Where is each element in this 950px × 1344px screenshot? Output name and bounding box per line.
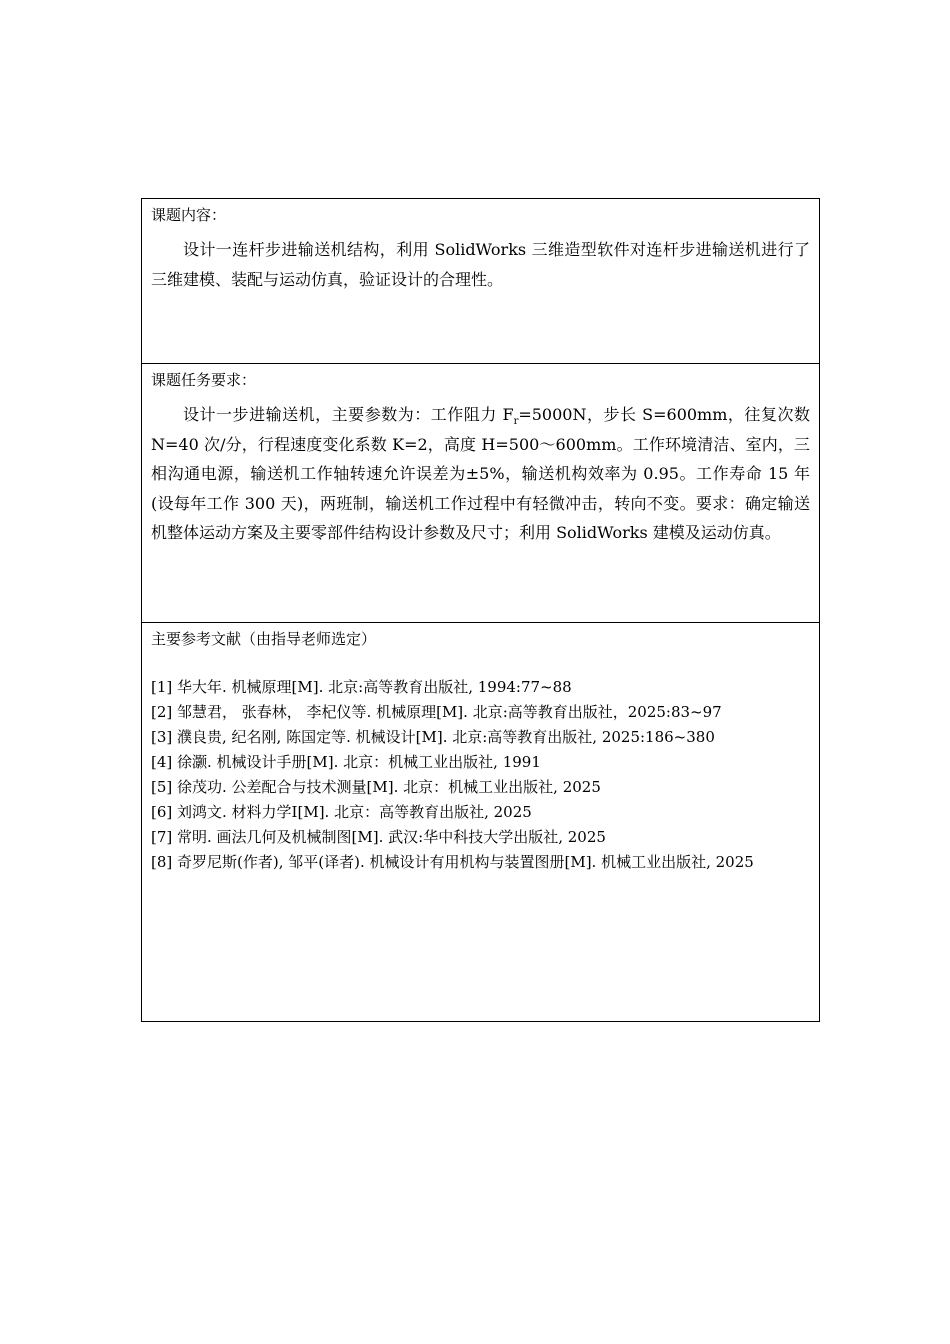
reference-item: [6] 刘鸿文. 材料力学Ⅰ[M]. 北京：高等教育出版社, 2025 xyxy=(151,803,532,821)
reference-item: [3] 濮良贵, 纪名刚, 陈国定等. 机械设计[M]. 北京:高等教育出版社, 2025:186~380 xyxy=(151,728,715,746)
requirements-heading: 课题任务要求： xyxy=(151,371,257,389)
reference-item: [2] 邹慧君， 张春林， 李杞仪等. 机械原理[M]. 北京:高等教育出版社，2025:83~97 xyxy=(151,703,722,721)
reference-item: [4] 徐灏. 机械设计手册[M]. 北京：机械工业出版社, 1991 xyxy=(151,753,541,771)
reference-item: [7] 常明. 画法几何及机械制图[M]. 武汉:华中科技大学出版社, 2025 xyxy=(151,828,606,846)
requirements-section xyxy=(142,364,819,623)
reference-item: [5] 徐茂功. 公差配合与技术测量[M]. 北京：机械工业出版社, 2025 xyxy=(151,778,601,796)
reference-item: [8] 奇罗尼斯(作者), 邹平(译者). 机械设计有用机构与装置图册[M]. 机械工业出版社, 2025 xyxy=(151,853,754,871)
content-section xyxy=(142,199,819,364)
requirements-body-start: 设计一步进输送机，主要参数为：工作阻力 F xyxy=(183,405,514,424)
reference-item: [1] 华大年. 机械原理[M]. 北京:高等教育出版社, 1994:77~88 xyxy=(151,678,572,696)
requirements-body xyxy=(151,400,810,548)
content-body: 设计一连杆步进输送机结构，利用 SolidWorks 三维造型软件对连杆步进输送机进行了三维建模、装配与运动仿真，验证设计的合理性。 xyxy=(151,240,810,289)
resistance-subscript: r xyxy=(513,416,519,428)
references-section xyxy=(142,623,819,1021)
task-table xyxy=(141,198,820,1022)
content-heading: 课题内容： xyxy=(151,206,227,224)
reference-list xyxy=(151,675,810,875)
references-heading: 主要参考文献（由指导老师选定） xyxy=(151,630,377,648)
requirements-body-rest: =5000N，步长 S=600mm，往复次数 N=40 次/分，行程速度变化系数 K=2，高度 H=500～600mm。工作环境清洁、室内，三相沟通电源，输送机工作轴转速允许误差为±5%，输送机构效率为 0.95。工作寿命 15 年(设每年工作 300 天)，两班制，输送机工作过程中有轻微冲击，转向不变。要求：确定输送机整体运动方案及主要零部件结构设计参数及尺寸；利用 SolidWorks 建模及运动仿真。 xyxy=(151,405,810,542)
